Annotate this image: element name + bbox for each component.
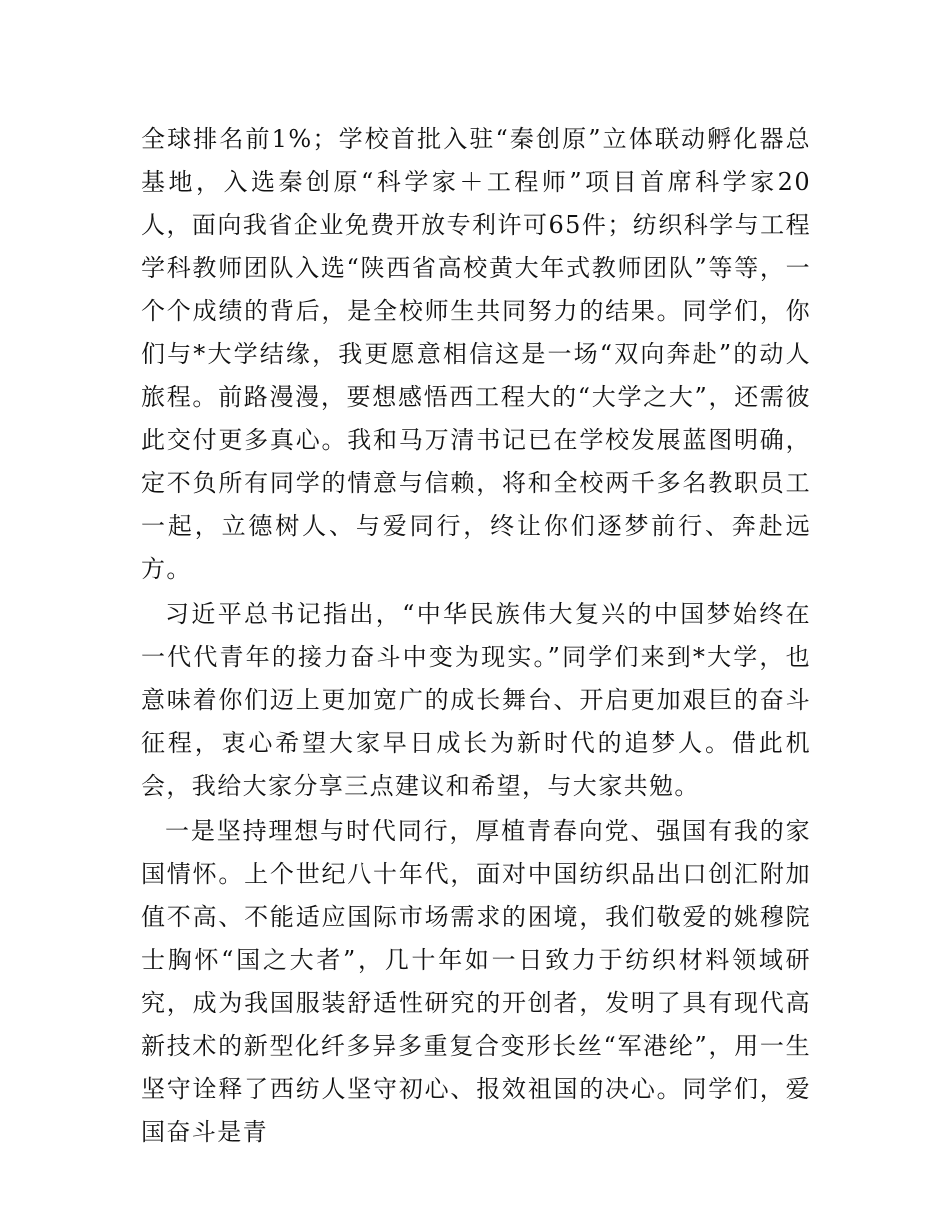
paragraph-xi-quote: 习近平总书记指出，“中华民族伟大复兴的中国梦始终在一代代青年的接力奋斗中变为现实。”同学们来到*大学，也意味着你们迈上更加宽广的成长舞台、开启更加艰巨的奋斗征程，衷心希望大家早日成长为新时代的追梦人。借此机会，我给大家分享三点建议和希望，与大家共勉。	[141, 600, 811, 800]
paragraph-continuation: 全球排名前1%；学校首批入驻“秦创原”立体联动孵化器总基地，入选秦创原“科学家＋工程师”项目首席科学家20人，面向我省企业免费开放专利许可65件；纺织科学与工程学科教师团队入选“陕西省高校黄大年式教师团队”等等，一个个成绩的背后，是全校师生共同努力的结果。同学们，你们与*大学结缘，我更愿意相信这是一场“双向奔赴”的动人旅程。前路漫漫，要想感悟西工程大的“大学之大”，还需彼此交付更多真心。我和马万清书记已在学校发展蓝图明确，定不负所有同学的情意与信赖，将和全校两千多名教职员工一起，立德树人、与爱同行，终让你们逐梦前行、奔赴远方。	[141, 125, 811, 583]
paragraph-first-suggestion: 一是坚持理想与时代同行，厚植青春向党、强国有我的家国情怀。上个世纪八十年代，面对中国纺织品出口创汇附加值不高、不能适应国际市场需求的困境，我们敬爱的姚穆院士胸怀“国之大者”，几十年如一日致力于纺织材料领域研究，成为我国服装舒适性研究的开创者，发明了具有现代高新技术的新型化纤多异多重复合变形长丝“军港纶”，用一生坚守诠释了西纺人坚守初心、报效祖国的决心。同学们，爱国奋斗是青	[141, 817, 811, 1146]
document-body	[141, 118, 811, 1154]
